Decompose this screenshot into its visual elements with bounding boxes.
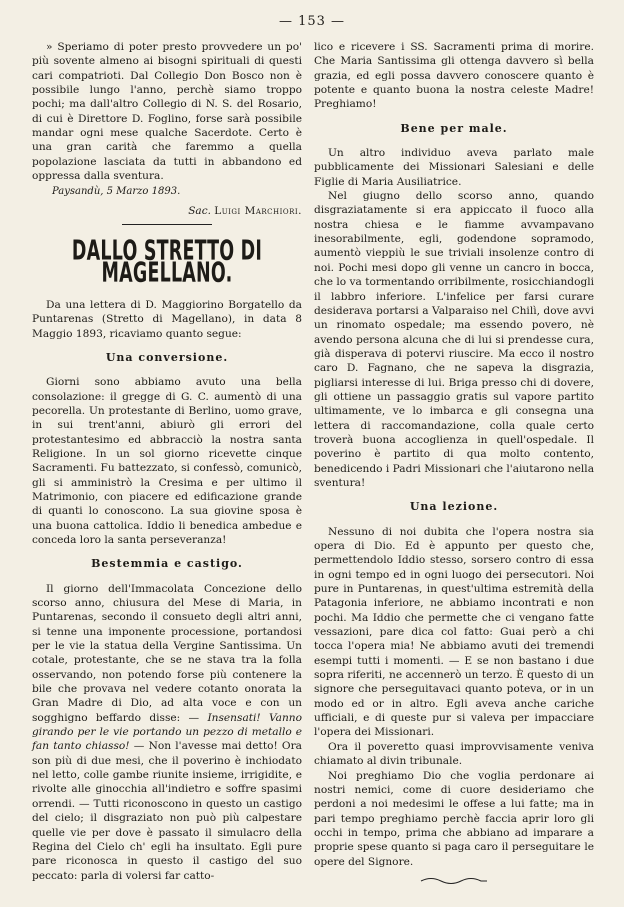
- lezione-paragraph-1: Nessuno di noi dubita che l'opera nostra sia opera di Dio. Ed è appunto per questo che, permettendolo Iddio stesso, sorsero contro di essa in ogni tempo ed in ogni luogo dei persecutori. Noi pure in Puntarenas, in quest'ultima estremità della Patagonia inferiore, ne abbiamo incontrati e non pochi. Ma Iddio che permette che ci vengano fatte vessazioni, pare dica col fatto: Guai però a chi tocca l'opera mia! Ne abbiamo avuti dei tremendi esempi tutti i momenti. — E se non bastano i due sopra riferiti, ne accennerò un terzo. È questo di un signore che perseguitavaci quanto poteva, or in un modo ed or in altro. Egli aveva anche cariche ufficiali, e di queste pur si valeva per impacciare l'opera dei Missionari.: [314, 525, 594, 739]
- castigo-text-b: — Non l'avesse mai detto! Ora son più di due mesi, che il poverino è inchiodato nel letto, colle gambe riunite insieme, irrigidite, e rivolte alle ginocchia all'indietro e soffre spasimi orrendi. — Tutti riconoscono in questo un castigo del cielo; il disgraziato non può più calpestare quelle vie per dove è passato il simulacro della Regina del Cielo ch' egli ha insultato. Egli pure pare riconosca in questo il castigo del suo peccato: parla di volersi far catto-: [32, 740, 303, 882]
- signature-name: Luigi Marchiori.: [214, 204, 302, 217]
- place-date: Paysandù, 5 Marzo 1893.: [52, 186, 181, 198]
- ornament-divider: [314, 875, 594, 889]
- castigo-paragraph: [32, 582, 302, 883]
- bene-paragraph-1: Un altro individuo aveva parlato male pubblicamente dei Missionari Salesiani e delle Figlie di Maria Ausiliatrice.: [314, 147, 594, 188]
- castigo-quote: Insensati! Vanno girando per le vie portando un pezzo di metallo e fan tanto chiasso!: [32, 711, 303, 753]
- subtitle-castigo: Bestemmia e castigo.: [91, 557, 243, 571]
- castigo-text-a: Il giorno dell'Immacolata Concezione dello scorso anno, chiusura del Mese di Maria, in Puntarenas, secondo il consueto degli altri anni, si tenne una imponente processione, portandosi per le vie la statua della Vergine Santissima. Un cotale, protestante, che se ne stava tra la folla osservando, non potendo forse più contenere la bile che provava nel vedere cotanto onorata la Gran Madre di Dio, ad alta voce e con un sogghigno beffardo disse: —: [32, 582, 302, 724]
- bene-paragraph-2: Nel giugno dello scorso anno, quando disgraziatamente si era appiccato il fuoco alla nostra chiesa e le fiamme avvampavano inesorabilmente, egli, godendone sopramodo, aumentò vieppiù le sue triviali insolenze contro di noi. Pochi mesi dopo gli venne un cancro in bocca, che lo va tormentando orribilmente, rosicchiandogli il labbro inferiore. L'infelice per farsi curare desiderava portarsi a Valparaiso nel Chilì, dove avvi un rinomato ospedale; ma essendo povero, nè avendo persona alcuna che di lui si prendesse cura, già disperava di potervi riuscire. Ma ecco il nostro caro D. Fagnano, che ne sapeva la disgrazia, pigliarsi interesse di lui. Briga presso chi di dovere, gli ottiene un passaggio gratis sul vapore partito ultimamente, ve lo imbarca e gli consegna una lettera di raccomandazione, colla quale certo troverà buona accoglienza in quell'ospedale. Il poverino è partito di qua molto contento, benedicendo i Padri Missionari che l'aiutarono nella sventura!: [314, 190, 595, 489]
- subtitle-bene: Bene per male.: [400, 121, 508, 135]
- signature: [32, 204, 302, 218]
- lezione-paragraph-2: Ora il poveretto quasi improvvisamente veniva chiamato al divin tribunale.: [314, 740, 594, 768]
- section-title: DALLO STRETTO DI MAGELLANO.: [71, 236, 263, 290]
- subtitle-conversion: Una conversione.: [105, 350, 229, 364]
- page-number: — 153 —: [278, 14, 346, 29]
- right-column: [314, 40, 594, 889]
- opening-paragraph: » Speriamo di poter presto provvedere un po' più sovente almeno ai bisogni spirituali di questi cari compatrioti. Dal Collegio Don Bosco non è possibile lungo l'anno, perchè siamo troppo pochi; ma dall'altro Collegio di N. S. del Rosario, di cui è Direttore D. Foglino, forse sarà possibile mandar ogni mese qualche Sacerdote. Certo è una gran carità che faremmo a quella popolazione lasciata da tutti in abbandono ed oppressa dalla sventura.: [32, 41, 302, 183]
- left-column: [32, 40, 302, 883]
- intro-paragraph: Da una lettera di D. Maggiorino Borgatello da Puntarenas (Stretto di Magellano), in data 8 Maggio 1893, ricaviamo quanto segue:: [32, 298, 302, 340]
- conversion-paragraph: Giorni sono abbiamo avuto una bella consolazione: il gregge di G. C. aumentò di una pecorella. Un protestante di Berlino, uomo grave, in sui trent'anni, abiurò gli errori del protestantesimo ed abbracciò la nostra santa Religione. In un sol giorno ricevette cinque Sacramenti. Fu battezzato, si confessò, comunicò, gli si amministrò la Cresima e per ultimo il Matrimonio, con piacere ed edificazione grande di quanti lo conoscono. La sua giovine sposa è una buona cattolica. Iddio li benedica ambedue e conceda loro la santa perseveranza!: [32, 376, 302, 546]
- lezione-paragraph-3: Noi preghiamo Dio che voglia perdonare ai nostri nemici, come di cuore desideriamo che perdoni a noi medesimi le offese a lui fatte; ma in pari tempo preghiamo perchè faccia aprir loro gli occhi in tempo, prima che abbiano ad imparare a proprie spese quanto si paga caro il perseguitare le opere del Signore.: [314, 769, 594, 868]
- subtitle-lezione: Una lezione.: [409, 500, 499, 514]
- continuation-paragraph: lico e ricevere i SS. Sacramenti prima di morire. Che Maria Santissima gli ottenga davvero sì bella grazia, ed egli possa davvero conoscere quanto è potente e quanto buona la nostra celeste Madre! Preghiamo!: [314, 41, 594, 111]
- signature-prefix: Sac.: [188, 204, 211, 217]
- flourish-icon: [419, 876, 489, 886]
- divider-rule: [122, 224, 212, 225]
